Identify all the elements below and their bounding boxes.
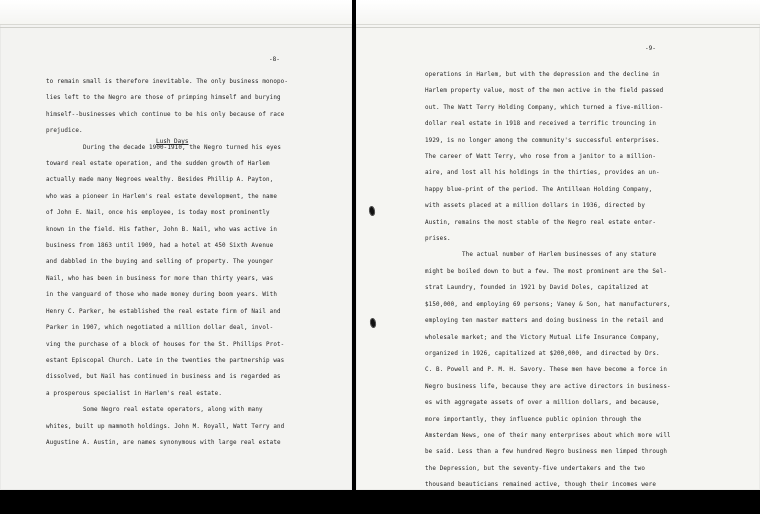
left-page-line: and dabbled in the buying and selling of property. The younger [46,259,274,266]
left-page-text [46,74,336,451]
left-page-line: whites, built up mammoth holdings. John M. Royall, Watt Terry and [46,423,285,430]
left-page-line: actually made many Negroes wealthy. Besides Phillip A. Payton, [46,177,274,184]
left-page-line: Nail, who has been in business for more than thirty years, was [46,275,274,282]
left-page-line: Some Negro real estate operators, along with many [83,407,263,414]
right-page-line: out. The Watt Terry Holding Company, which turned a five-million- [425,104,664,111]
right-page-line: employing ten master matters and doing business in the retail and [425,318,664,325]
left-page-line: business from 1863 until 1909, had a hotel at 450 Sixth Avenue [46,243,274,250]
left-page-line: known in the field. His father, John B. Nail, who was active in [46,226,277,233]
right-page-line: Austin, remains the most stable of the Negro real estate enter- [425,219,656,226]
left-page-line: ving the purchase of a block of houses for the St. Phillips Prot- [46,341,285,348]
right-page-line: dollar real estate in 1918 and received a terrific trouncing in [425,121,656,128]
left-page-line: lies left to the Negro are those of primping himself and burying [46,95,281,102]
left-page-line: in the vanguard of those who made money during boom years. With [46,292,277,299]
right-page-line: be said. Less than a few hundred Negro business men limped through [425,449,667,456]
section-heading-lush-days: Lush Days [156,138,189,145]
left-page-line: who was a pioneer in Harlem's real estate development, the name [46,193,277,200]
left-page-line: a prosperous specialist in Harlem's real estate. [46,390,222,397]
left-page-number: -8- [269,56,280,63]
right-page-line: with assets placed at a million dollars in 1936, directed by [425,203,645,210]
right-page-line: might be boiled down to but a few. The most prominent are the Sel- [425,268,667,275]
right-page-text [425,67,745,490]
right-page-line: more importantly, they influence public opinion through the [425,416,642,423]
right-page-line: $150,000, and employing 69 persons; Vaney & Son, hat manufacturers, [425,301,671,308]
left-page-line: toward real estate operation, and the sudden growth of Harlem [46,161,270,168]
right-page-top-band [356,0,760,25]
left-page-line: Parker in 1907, which negotiated a million dollar deal, invol- [46,325,274,332]
right-page-line: strat Laundry, founded in 1921 by David Doles, capitalized at [425,285,649,292]
right-page-line: C. B. Powell and P. M. H. Savory. These men have become a force in [425,367,667,374]
left-page [0,0,352,490]
right-page-line: 1929, is no longer among the community's successful enterprises. [425,137,660,144]
left-page-line: himself--businesses which continue to be his only because of race [46,111,285,118]
left-page-top-line [0,27,352,28]
right-page-line: Amsterdam News, one of their many enterprises about which more will [425,432,671,439]
left-page-line: to remain small is therefore inevitable. The only business monopo- [46,79,288,85]
right-page-line: organized in 1926, capitalized at $200,000, and directed by Drs. [425,350,660,357]
right-page-line: the Depression, but the seventy-five undertakers and the two [425,465,645,472]
right-page-line: The actual number of Harlem businesses of any stature [462,252,657,259]
right-page-top-line [356,27,760,28]
left-page-line: During the decade 1900-1910, the Negro turned his eyes [83,144,281,151]
left-page-line: estant Episcopal Church. Late in the twenties the partnership was [46,357,285,364]
right-page-line: aire, and lost all his holdings in the thirties, provides an un- [425,170,660,177]
left-page-top-band [0,0,352,25]
left-page-line: of John E. Nail, once his employee, is today most prominently [46,210,270,217]
left-page-line: prejudice. [46,128,83,135]
right-page [356,0,760,490]
bottom-black-band [0,490,760,514]
right-page-line: prises. [425,236,451,243]
right-page-line: The career of Watt Terry, who rose from a janitor to a million- [425,154,656,161]
left-page-line: dissolved, but Nail has continued in business and is regarded as [46,374,281,381]
right-page-line: es with aggregate assets of over a million dollars, and because, [425,400,660,407]
right-page-line: wholesale market; and the Victory Mutual Life Insurance Company, [425,334,660,341]
left-page-line: Henry C. Parker, he established the real estate firm of Nail and [46,308,281,315]
right-page-line: thousand beauticians remained active, though their incomes were [425,482,656,489]
right-page-line: Negro business life, because they are active directors in business- [425,383,671,390]
right-page-number: -9- [645,45,656,52]
left-page-line: Augustine A. Austin, are names synonymous with large real estate [46,439,281,446]
right-page-line: operations in Harlem, but with the depression and the decline in [425,72,660,78]
right-page-line: happy blue-print of the period. The Antillean Holding Company, [425,186,653,193]
right-page-line: Harlem property value, most of the men active in the field passed [425,88,664,95]
